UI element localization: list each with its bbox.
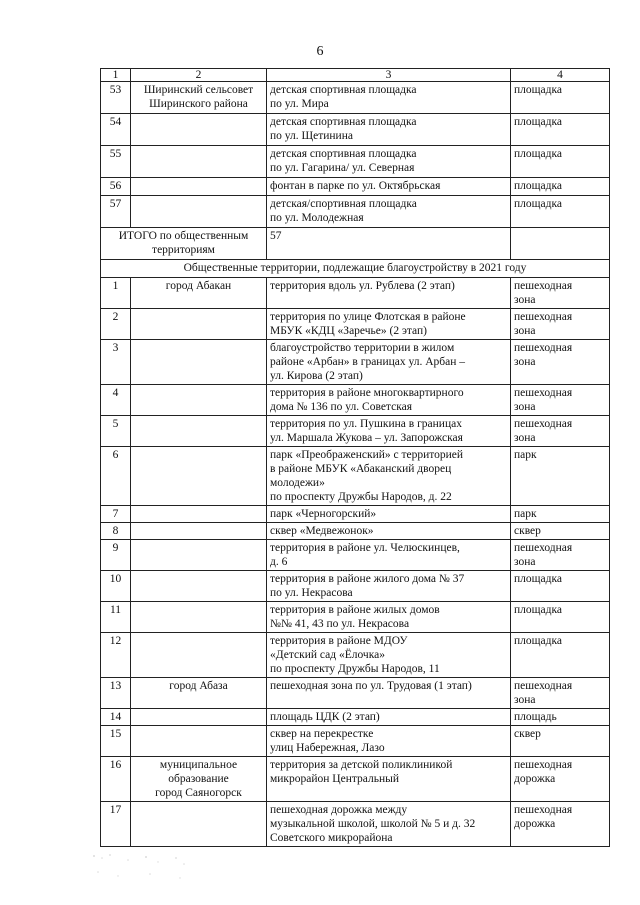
territory-type: сквер <box>511 726 610 757</box>
row-number: 55 <box>101 146 131 178</box>
table-row <box>101 540 610 571</box>
territory-type: пешеходная зона <box>511 678 610 709</box>
group-spacer <box>131 447 267 506</box>
territory-type: сквер <box>511 523 610 540</box>
territory-type: площадь <box>511 709 610 726</box>
table-row <box>101 416 610 447</box>
territory-object: территория в районе многоквартирного дома № 136 по ул. Советская <box>267 385 511 416</box>
group-spacer <box>131 506 267 523</box>
territory-type: парк <box>511 447 610 506</box>
row-number: 10 <box>101 571 131 602</box>
group-spacer <box>131 602 267 633</box>
row-number: 5 <box>101 416 131 447</box>
table-row <box>101 114 610 146</box>
table-header-row <box>101 69 610 82</box>
territory-object: детская спортивная площадка по ул. Гагарина/ ул. Северная <box>267 146 511 178</box>
territory-type: пешеходная дорожка <box>511 802 610 847</box>
table-row <box>101 385 610 416</box>
row-number: 11 <box>101 602 131 633</box>
group-spacer <box>131 309 267 340</box>
territory-object: сквер на перекрестке улиц Набережная, Лазо <box>267 726 511 757</box>
territory-type: пешеходная зона <box>511 385 610 416</box>
column-header: 4 <box>511 69 610 82</box>
section-title: Общественные территории, подлежащие благоустройству в 2021 году <box>101 260 610 278</box>
column-header: 1 <box>101 69 131 82</box>
row-number: 17 <box>101 802 131 847</box>
territory-object: сквер «Медвежонок» <box>267 523 511 540</box>
row-number: 54 <box>101 114 131 146</box>
row-number: 15 <box>101 726 131 757</box>
table-row <box>101 340 610 385</box>
territory-object: территория по улице Флотская в районе МБУК «КДЦ «Заречье» (2 этап) <box>267 309 511 340</box>
territory-object: благоустройство территории в жилом районе «Арбан» в границах ул. Арбан – ул. Кирова (2 этап) <box>267 340 511 385</box>
territory-object: территория вдоль ул. Рублева (2 этап) <box>267 278 511 309</box>
table-row <box>101 196 610 228</box>
page-number: 6 <box>316 44 324 59</box>
row-number: 14 <box>101 709 131 726</box>
territory-type: площадка <box>511 633 610 678</box>
row-number: 12 <box>101 633 131 678</box>
table-row <box>101 146 610 178</box>
territory-object: пешеходная дорожка между музыкальной школой, школой № 5 и д. 32 Советского микрорайона <box>267 802 511 847</box>
column-header: 3 <box>267 69 511 82</box>
table-row <box>101 523 610 540</box>
group-spacer <box>131 633 267 678</box>
territory-type: площадка <box>511 82 610 114</box>
total-row <box>101 228 610 260</box>
group-spacer <box>131 416 267 447</box>
group-spacer <box>131 802 267 847</box>
group-spacer <box>131 726 267 757</box>
group-label: город Абакан <box>131 278 267 309</box>
territory-object: территория в районе ул. Челюскинцев, д. 6 <box>267 540 511 571</box>
table-row <box>101 309 610 340</box>
group-label: муниципальное образование город Саяногорск <box>131 757 267 802</box>
row-number: 53 <box>101 82 131 114</box>
row-number: 16 <box>101 757 131 802</box>
territory-type: площадка <box>511 178 610 196</box>
row-number: 3 <box>101 340 131 385</box>
group-spacer <box>131 540 267 571</box>
table-row <box>101 602 610 633</box>
row-number: 4 <box>101 385 131 416</box>
group-spacer <box>131 178 267 196</box>
territory-object: детская спортивная площадка по ул. Щетинина <box>267 114 511 146</box>
table-row <box>101 82 610 114</box>
table-row <box>101 278 610 309</box>
group-spacer <box>131 571 267 602</box>
row-number: 56 <box>101 178 131 196</box>
territory-object: парк «Черногорский» <box>267 506 511 523</box>
group-spacer <box>131 340 267 385</box>
scan-artifact <box>88 848 198 888</box>
row-number: 8 <box>101 523 131 540</box>
territory-object: детская спортивная площадка по ул. Мира <box>267 82 511 114</box>
table-row <box>101 726 610 757</box>
row-number: 1 <box>101 278 131 309</box>
total-label: ИТОГО по общественным территориям <box>101 228 267 260</box>
table-row <box>101 678 610 709</box>
table-row <box>101 633 610 678</box>
group-spacer <box>131 709 267 726</box>
territory-type: пешеходная зона <box>511 416 610 447</box>
territory-object: территория по ул. Пушкина в границах ул. Маршала Жукова – ул. Запорожская <box>267 416 511 447</box>
territory-object: площадь ЦДК (2 этап) <box>267 709 511 726</box>
row-number: 2 <box>101 309 131 340</box>
territory-type: пешеходная зона <box>511 278 610 309</box>
row-number: 6 <box>101 447 131 506</box>
table-row <box>101 178 610 196</box>
territory-object: парк «Преображенский» с территорией в районе МБУК «Абаканский дворец молодежи» по проспекту Дружбы Народов, д. 22 <box>267 447 511 506</box>
row-number: 7 <box>101 506 131 523</box>
row-number: 57 <box>101 196 131 228</box>
territory-type: площадка <box>511 114 610 146</box>
section-row <box>101 260 610 278</box>
territory-type: площадка <box>511 196 610 228</box>
territories-table <box>100 68 610 847</box>
territory-object: пешеходная зона по ул. Трудовая (1 этап) <box>267 678 511 709</box>
group-spacer <box>131 196 267 228</box>
group-label: Ширинский сельсовет Ширинского района <box>131 82 267 114</box>
table-row <box>101 506 610 523</box>
territory-object: территория в районе жилого дома № 37 по ул. Некрасова <box>267 571 511 602</box>
group-spacer <box>131 146 267 178</box>
table-row <box>101 709 610 726</box>
group-label: город Абаза <box>131 678 267 709</box>
territory-object: территория за детской поликлиникой микрорайон Центральный <box>267 757 511 802</box>
table-row <box>101 802 610 847</box>
territory-type: площадка <box>511 146 610 178</box>
table-row <box>101 757 610 802</box>
territory-type: парк <box>511 506 610 523</box>
territory-type: площадка <box>511 602 610 633</box>
territory-object: территория в районе МДОУ «Детский сад «Ёлочка» по проспекту Дружбы Народов, 11 <box>267 633 511 678</box>
territory-type: пешеходная зона <box>511 540 610 571</box>
group-spacer <box>131 523 267 540</box>
row-number: 9 <box>101 540 131 571</box>
territory-object: детская/спортивная площадка по ул. Молодежная <box>267 196 511 228</box>
territory-type: пешеходная зона <box>511 340 610 385</box>
territory-type: площадка <box>511 571 610 602</box>
territory-type: пешеходная зона <box>511 309 610 340</box>
group-spacer <box>131 114 267 146</box>
total-value: 57 <box>267 228 511 260</box>
territory-object: фонтан в парке по ул. Октябрьская <box>267 178 511 196</box>
group-spacer <box>131 385 267 416</box>
row-number: 13 <box>101 678 131 709</box>
column-header: 2 <box>131 69 267 82</box>
total-empty <box>511 228 610 260</box>
table-row <box>101 571 610 602</box>
territory-type: пешеходная дорожка <box>511 757 610 802</box>
table-row <box>101 447 610 506</box>
territory-object: территория в районе жилых домов №№ 41, 43 по ул. Некрасова <box>267 602 511 633</box>
